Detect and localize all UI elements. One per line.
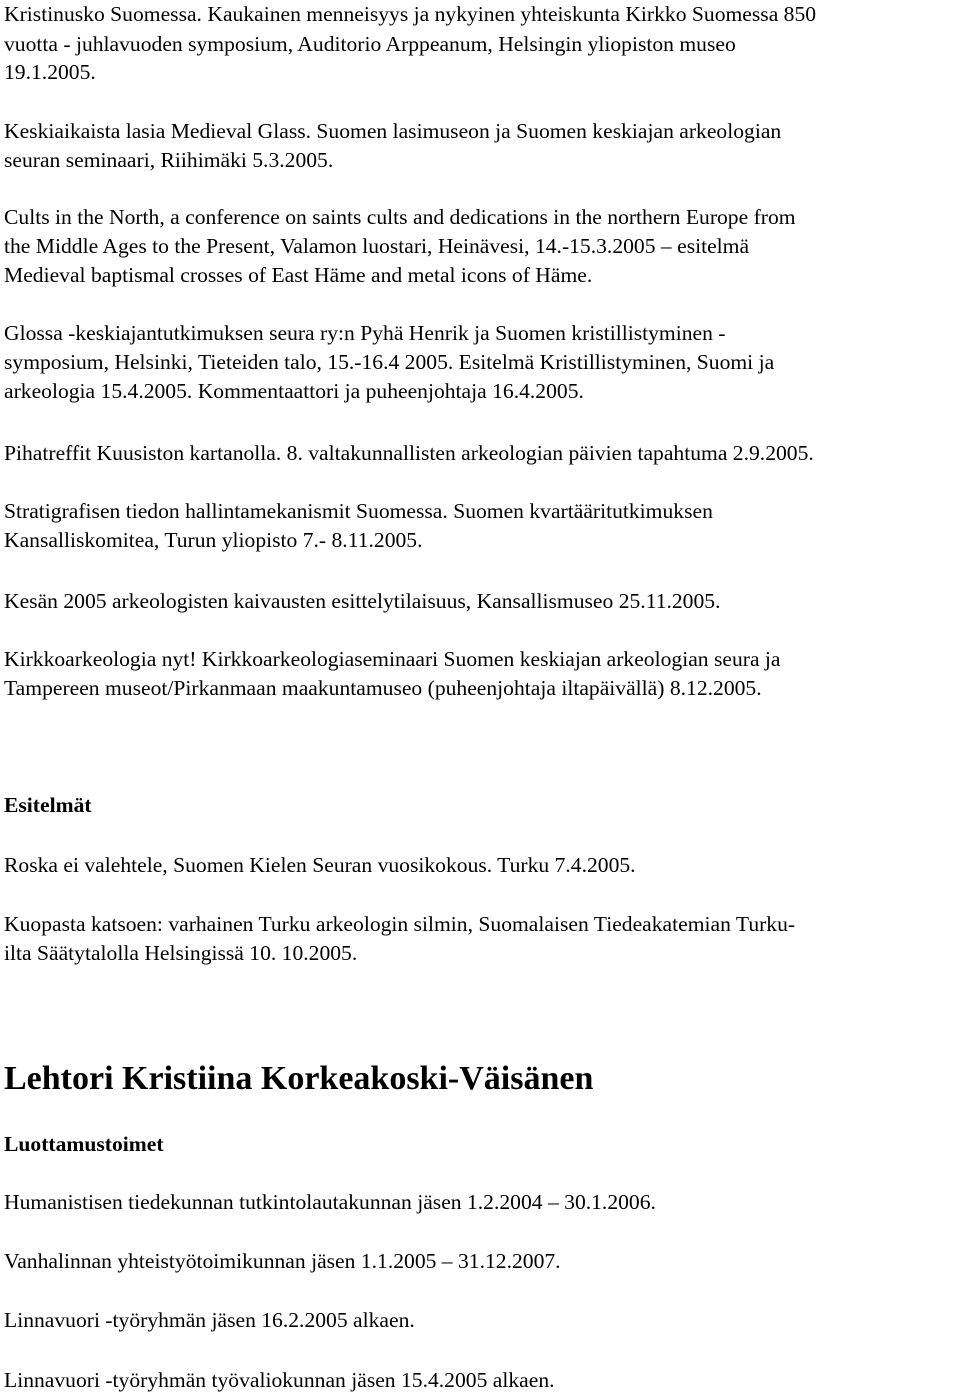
paragraph-line: Kesän 2005 arkeologisten kaivausten esittelytilaisuus, Kansallismuseo 25.11.2005. bbox=[4, 589, 721, 613]
paragraph-line: Stratigrafisen tiedon hallintamekanismit Suomessa. Suomen kvartääritutkimuksen bbox=[4, 499, 713, 523]
paragraph-line: arkeologia 15.4.2005. Kommentaattori ja puheenjohtaja 16.4.2005. bbox=[4, 379, 584, 403]
paragraph-line: Kansalliskomitea, Turun yliopisto 7.- 8.11.2005. bbox=[4, 528, 423, 552]
list-item: Humanistisen tiedekunnan tutkintolautakunnan jäsen 1.2.2004 – 30.1.2006. bbox=[4, 1190, 656, 1214]
paragraph-line: seuran seminaari, Riihimäki 5.3.2005. bbox=[4, 148, 334, 172]
person-heading: Lehtori Kristiina Korkeakoski-Väisänen bbox=[4, 1060, 594, 1097]
paragraph-line: Kuopasta katsoen: varhainen Turku arkeologin silmin, Suomalaisen Tiedeakatemian Turku- bbox=[4, 912, 796, 936]
paragraph-line: the Middle Ages to the Present, Valamon luostari, Heinävesi, 14.-15.3.2005 – esitelmä bbox=[4, 234, 750, 258]
paragraph-line: Cults in the North, a conference on saints cults and dedications in the northern Europe from bbox=[4, 205, 796, 229]
paragraph-line: Glossa -keskiajantutkimuksen seura ry:n Pyhä Henrik ja Suomen kristillistyminen - bbox=[4, 321, 726, 345]
section-heading: Luottamustoimet bbox=[4, 1132, 164, 1156]
section-heading: Esitelmät bbox=[4, 793, 92, 817]
list-item: Linnavuori -työryhmän työvaliokunnan jäsen 15.4.2005 alkaen. bbox=[4, 1368, 555, 1392]
paragraph-line: Roska ei valehtele, Suomen Kielen Seuran vuosikokous. Turku 7.4.2005. bbox=[4, 853, 636, 877]
paragraph-line: Kristinusko Suomessa. Kaukainen menneisyys ja nykyinen yhteiskunta Kirkko Suomessa 850 bbox=[4, 2, 817, 26]
paragraph-line: Tampereen museot/Pirkanmaan maakuntamuseo (puheenjohtaja iltapäivällä) 8.12.2005. bbox=[4, 676, 762, 700]
paragraph-line: Keskiaikaista lasia Medieval Glass. Suomen lasimuseon ja Suomen keskiajan arkeologian bbox=[4, 119, 782, 143]
paragraph-line: ilta Säätytalolla Helsingissä 10. 10.2005. bbox=[4, 941, 358, 965]
paragraph-line: 19.1.2005. bbox=[4, 60, 96, 84]
paragraph-line: Kirkkoarkeologia nyt! Kirkkoarkeologiaseminaari Suomen keskiajan arkeologian seura ja bbox=[4, 647, 781, 671]
paragraph-line: Pihatreffit Kuusiston kartanolla. 8. valtakunnallisten arkeologian päivien tapahtuma 2.9.2005. bbox=[4, 441, 814, 465]
paragraph-line: vuotta - juhlavuoden symposium, Auditorio Arppeanum, Helsingin yliopiston museo bbox=[4, 32, 736, 56]
paragraph-line: symposium, Helsinki, Tieteiden talo, 15.-16.4 2005. Esitelmä Kristillistyminen, Suomi ja bbox=[4, 350, 775, 374]
list-item: Vanhalinnan yhteistyötoimikunnan jäsen 1.1.2005 – 31.12.2007. bbox=[4, 1249, 561, 1273]
list-item: Linnavuori -työryhmän jäsen 16.2.2005 alkaen. bbox=[4, 1308, 415, 1332]
paragraph-line: Medieval baptismal crosses of East Häme and metal icons of Häme. bbox=[4, 263, 593, 287]
